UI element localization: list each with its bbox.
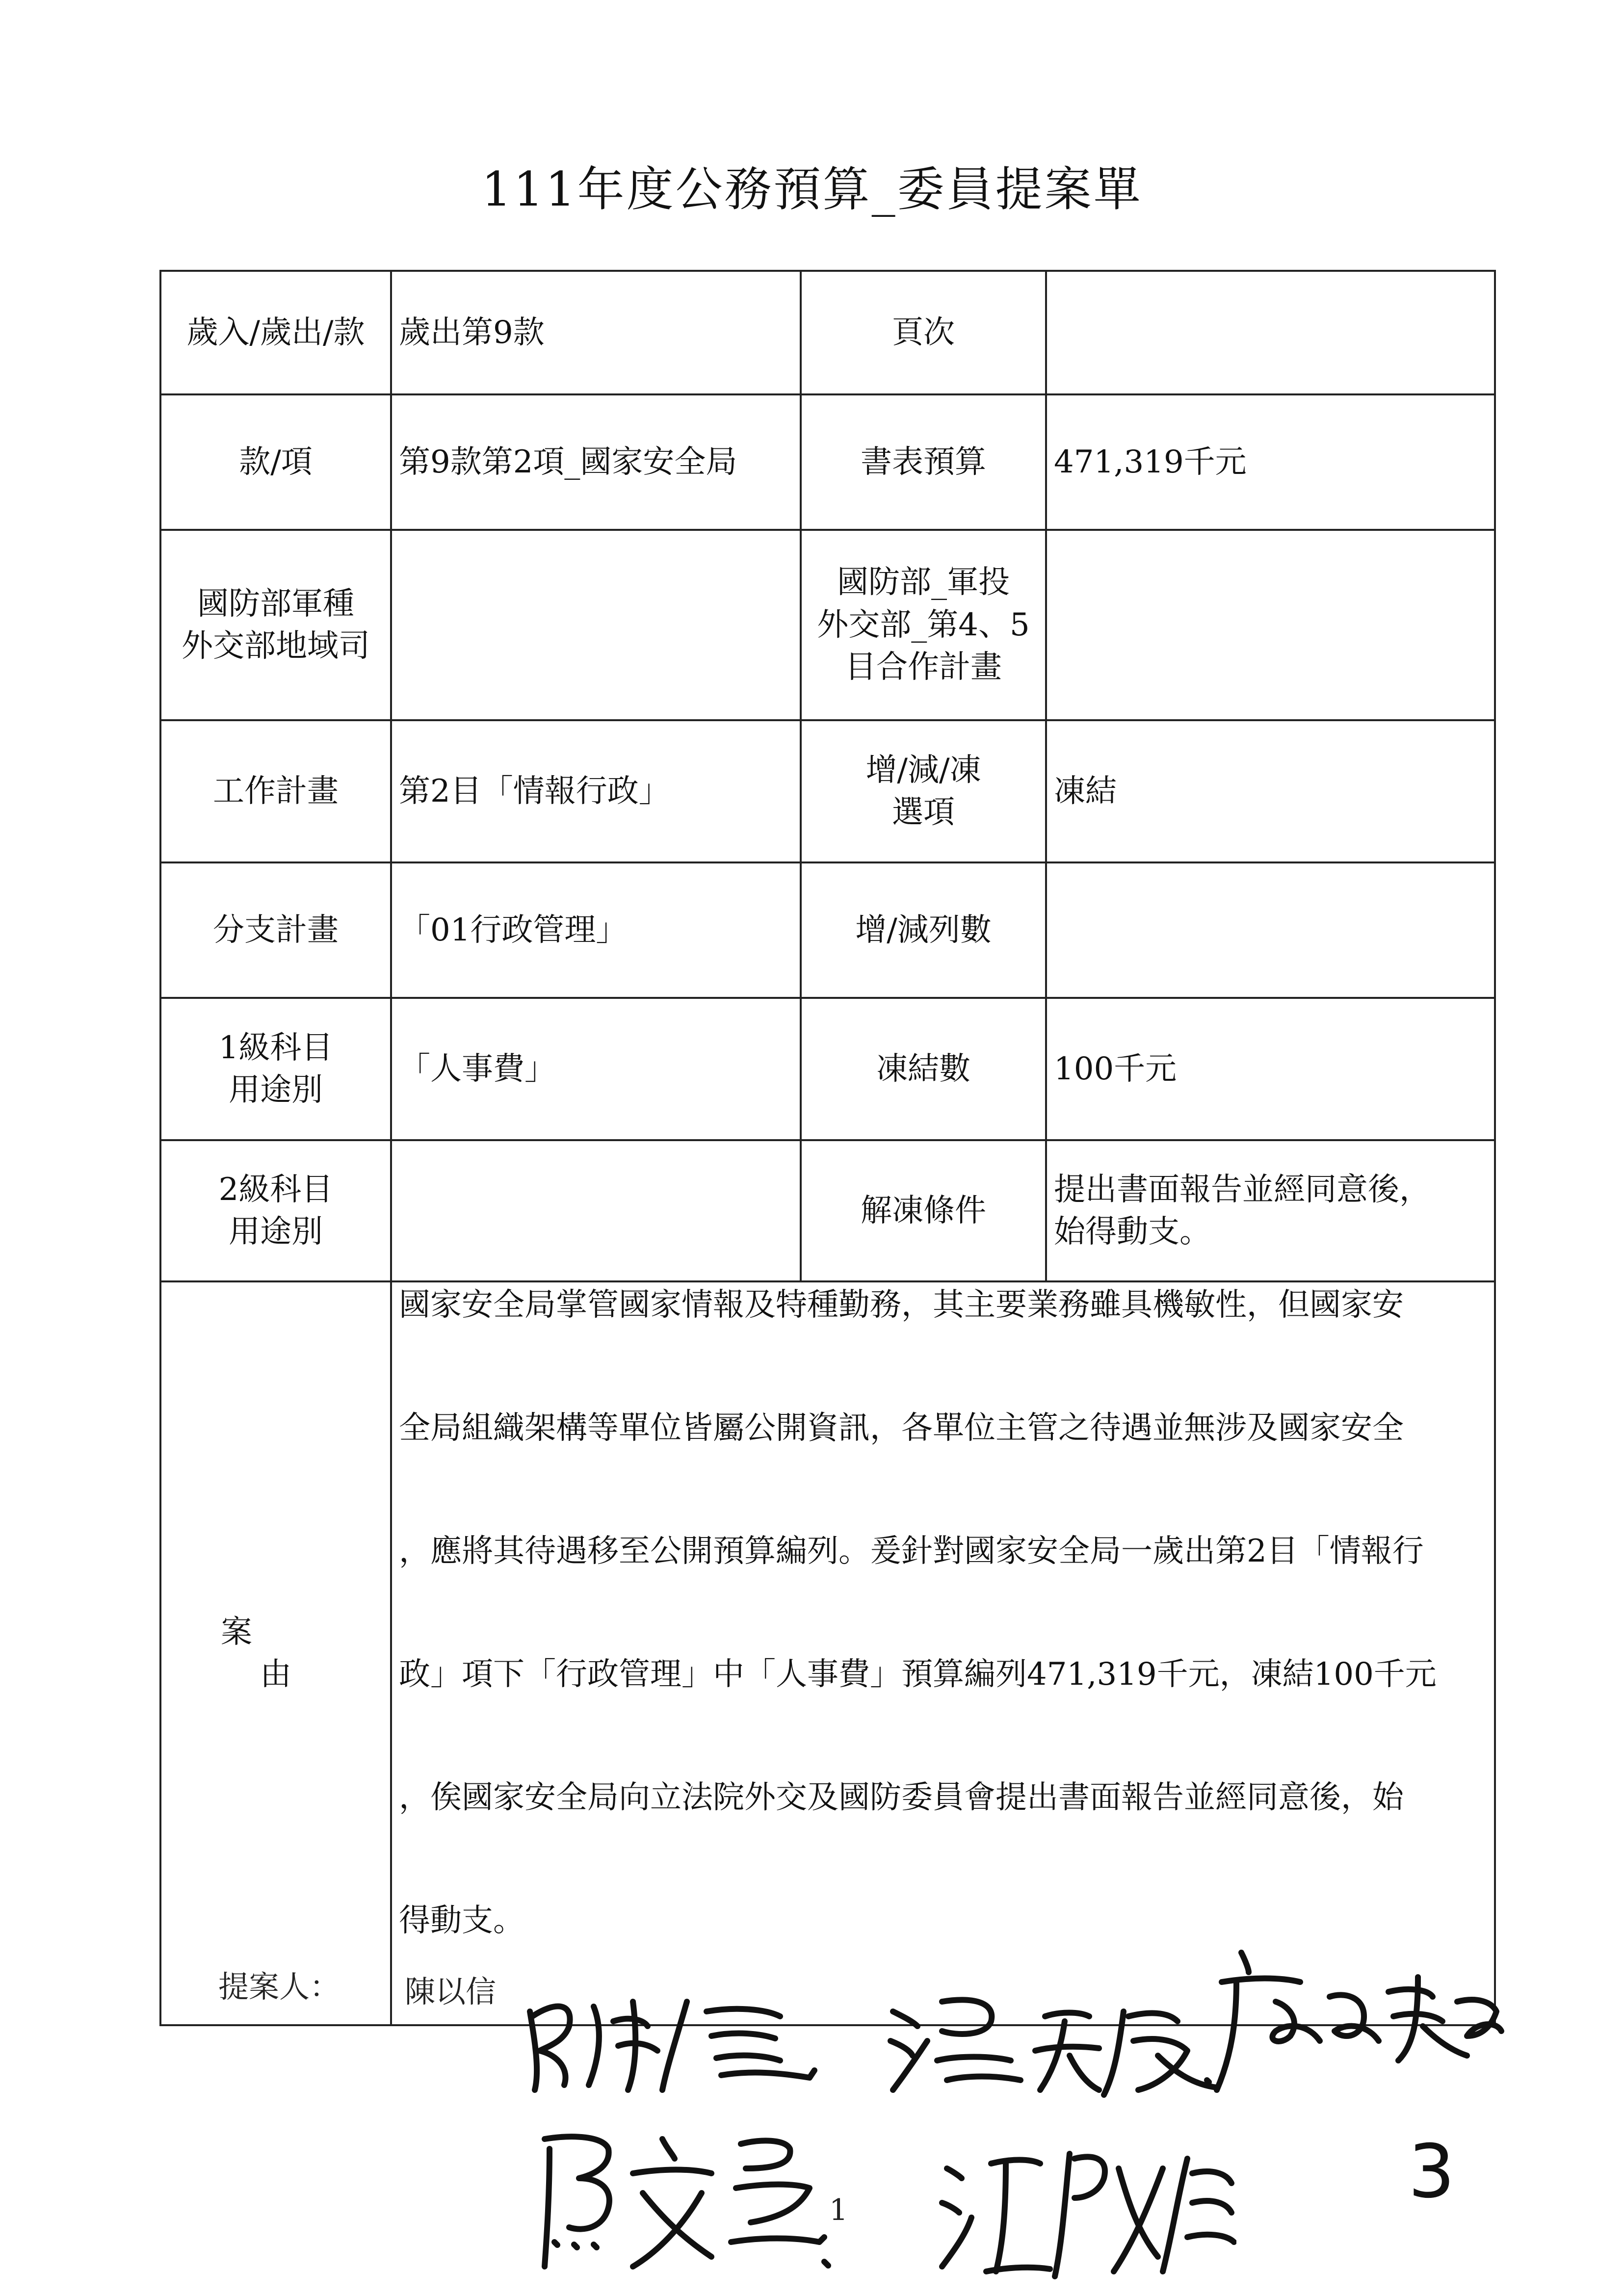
table-row <box>160 394 1495 530</box>
row-value <box>391 1140 801 1281</box>
proposal-form-table <box>159 270 1496 2026</box>
row-label: 1級科目 用途別 <box>160 998 391 1140</box>
table-row <box>160 271 1495 394</box>
reason-text <box>391 1281 1495 2025</box>
reason-label <box>160 1281 391 2025</box>
page-title: 111年度公務預算_委員提案單 <box>481 162 1143 217</box>
signature-chiang-chi-chen <box>932 2129 1236 2286</box>
row-label-2: 解凍條件 <box>801 1140 1046 1281</box>
page-number: 3 <box>1408 2129 1455 2215</box>
row-label: 款/項 <box>160 394 391 530</box>
signature-chen-yi-hsin <box>520 1972 834 2100</box>
reason-line: ，應將其待遇移至公開預算編列。爰針對國家安全局一歲出第2目「情報行 <box>399 1533 1424 1569</box>
row-label-2: 增/減/凍 選項 <box>801 720 1046 862</box>
row-value: 「01行政管理」 <box>391 862 801 998</box>
table-row <box>160 530 1495 720</box>
row-label: 2級科目 用途別 <box>160 1140 391 1281</box>
row-value-2: 471,319千元 <box>1046 394 1495 530</box>
table-row <box>160 998 1495 1140</box>
table-row <box>160 1140 1495 1281</box>
row-value-2: 100千元 <box>1046 998 1495 1140</box>
stray-mark: 1 <box>829 2193 848 2227</box>
row-label: 國防部軍種 外交部地域司 <box>160 530 391 720</box>
row-label: 工作計畫 <box>160 720 391 862</box>
row-value: 第9款第2項_國家安全局 <box>391 394 801 530</box>
row-value: 「人事費」 <box>391 998 801 1140</box>
proposer-label: 提案人： <box>218 1969 341 2005</box>
table-row <box>160 862 1495 998</box>
row-value-2 <box>1046 862 1495 998</box>
proposer-name: 陳以信 <box>405 1974 497 2009</box>
reason-line: 得動支。 <box>399 1903 524 1939</box>
reason-label-text: 案由 <box>221 1614 370 1693</box>
reason-line: 全局組織架構等單位皆屬公開資訊，各單位主管之待遇並無涉及國家安全 <box>399 1410 1404 1446</box>
row-value-2: 凍結 <box>1046 720 1495 862</box>
reason-line: ，俟國家安全局向立法院外交及國防委員會提出書面報告並經同意後，始 <box>399 1779 1404 1816</box>
row-label-2: 國防部_軍投 外交部_第4、5 目合作計畫 <box>801 530 1046 720</box>
row-value: 歲出第9款 <box>391 271 801 394</box>
signature-liao-wan-ju <box>1202 1943 1506 2100</box>
table-row <box>160 720 1495 862</box>
reason-line: 國家安全局掌管國家情報及特種勤務，其主要業務雖具機敏性，但國家安 <box>399 1287 1404 1323</box>
row-label-2: 增/減列數 <box>801 862 1046 998</box>
row-label: 歲入/歲出/款 <box>160 271 391 394</box>
row-label-2: 頁次 <box>801 271 1046 394</box>
row-value-2 <box>1046 271 1495 394</box>
row-label: 分支計畫 <box>160 862 391 998</box>
reason-line: 政」項下「行政管理」中「人事費」預算編列471,319千元，凍結100千元 <box>399 1656 1437 1693</box>
row-value-2: 提出書面報告並經同意後， 始得動支。 <box>1046 1140 1495 1281</box>
row-label-2: 書表預算 <box>801 394 1046 530</box>
row-value <box>391 530 801 720</box>
signature-ma-wen-chun <box>525 2119 839 2286</box>
row-label-2: 凍結數 <box>801 998 1046 1140</box>
signature-wen-yu-hsia <box>883 1982 1227 2100</box>
reason-row <box>160 1281 1495 2025</box>
row-value: 第2目「情報行政」 <box>391 720 801 862</box>
row-value-2 <box>1046 530 1495 720</box>
